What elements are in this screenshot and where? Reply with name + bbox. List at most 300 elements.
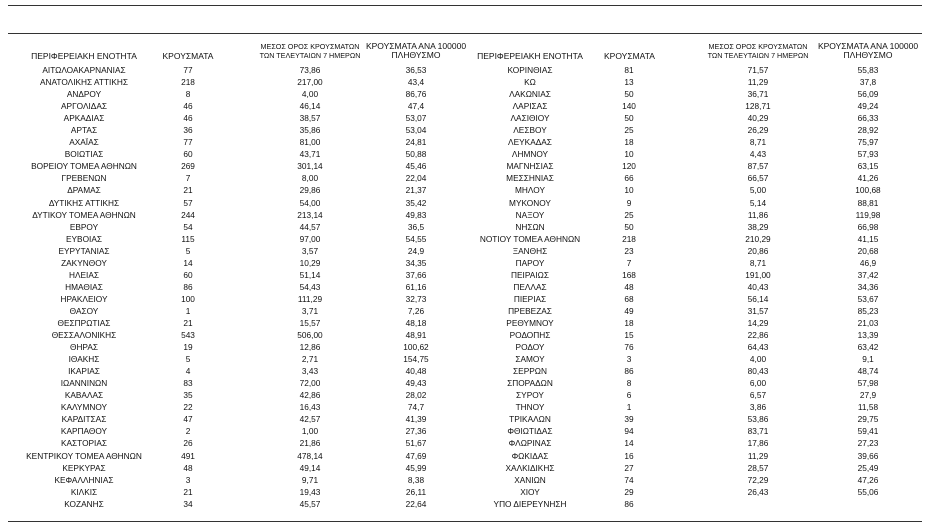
left-region-cell: ΕΥΒΟΙΑΣ bbox=[65, 233, 103, 244]
right-avg-cell: 71,57 bbox=[747, 65, 769, 75]
left-avg-cell: 72,00 bbox=[299, 378, 321, 389]
right-avg-cell: 17,86 bbox=[747, 438, 769, 449]
left-avg-cell: 38,57 bbox=[299, 113, 321, 124]
right-region-cell: ΣΥΡΟΥ bbox=[516, 390, 544, 401]
left-per100k-cell: 7,26 bbox=[407, 305, 425, 316]
left-region-cell: ΚΑΒΑΛΑΣ bbox=[64, 390, 104, 401]
left-avg-cell: 35,86 bbox=[299, 125, 321, 136]
right-avg-cell: 5,00 bbox=[749, 185, 767, 196]
table-row bbox=[0, 365, 930, 377]
left-per100k-cell: 36,53 bbox=[405, 65, 427, 75]
right-avg-cell: 11,29 bbox=[747, 450, 769, 461]
right-cases-cell: 50 bbox=[624, 113, 634, 124]
right-region-cell: ΦΛΩΡΙΝΑΣ bbox=[508, 438, 552, 449]
left-avg-cell: 3,71 bbox=[301, 305, 319, 316]
right-avg-cell: 128,71 bbox=[745, 101, 771, 112]
right-avg-cell: 83,71 bbox=[747, 426, 769, 437]
right-per100k-cell: 119,98 bbox=[855, 209, 881, 220]
left-avg-cell: 46,14 bbox=[299, 101, 321, 112]
left-cases-cell: 26 bbox=[183, 438, 193, 449]
table-body bbox=[0, 64, 930, 510]
left-avg-cell: 15,57 bbox=[299, 317, 321, 328]
left-per100k-cell: 154,75 bbox=[403, 354, 429, 365]
right-avg-cell: 56,14 bbox=[747, 293, 769, 304]
table-row bbox=[0, 136, 930, 148]
right-avg-cell: 80,43 bbox=[747, 366, 769, 377]
left-per100k-cell: 74,7 bbox=[407, 402, 425, 413]
right-region-cell: ΚΟΡΙΝΘΙΑΣ bbox=[507, 65, 553, 75]
header-avg-right bbox=[694, 42, 822, 60]
right-per100k-cell: 37,8 bbox=[859, 77, 877, 88]
right-avg-cell: 87,57 bbox=[747, 161, 769, 172]
left-region-cell: ΘΑΣΟΥ bbox=[69, 305, 99, 316]
right-per100k-cell: 53,67 bbox=[857, 293, 879, 304]
left-cases-cell: 46 bbox=[183, 101, 193, 112]
right-avg-cell: 14,29 bbox=[747, 317, 769, 328]
left-region-cell: ΑΡΚΑΔΙΑΣ bbox=[63, 113, 105, 124]
left-region-cell: ΕΒΡΟΥ bbox=[69, 221, 99, 232]
left-cases-cell: 46 bbox=[183, 113, 193, 124]
left-cases-cell: 7 bbox=[185, 173, 191, 184]
left-per100k-cell: 45,99 bbox=[405, 462, 427, 473]
left-per100k-cell: 47,69 bbox=[405, 450, 427, 461]
right-cases-cell: 120 bbox=[622, 161, 636, 172]
right-cases-cell: 9 bbox=[626, 197, 632, 208]
left-cases-cell: 21 bbox=[183, 317, 193, 328]
right-region-cell: ΤΗΝΟΥ bbox=[515, 402, 545, 413]
table-row bbox=[0, 353, 930, 365]
left-cases-cell: 22 bbox=[183, 402, 193, 413]
right-cases-cell: 25 bbox=[624, 209, 634, 220]
table-row bbox=[0, 281, 930, 293]
table-row bbox=[0, 401, 930, 413]
table-row bbox=[0, 160, 930, 172]
left-cases-cell: 77 bbox=[183, 65, 193, 75]
right-per100k-cell: 57,93 bbox=[857, 149, 879, 160]
left-cases-cell: 34 bbox=[183, 498, 193, 509]
right-per100k-cell: 9,1 bbox=[862, 354, 874, 365]
right-per100k-cell: 75,97 bbox=[857, 137, 879, 148]
right-avg-cell: 4,00 bbox=[749, 354, 767, 365]
right-region-cell: ΧΑΛΚΙΔΙΚΗΣ bbox=[505, 462, 555, 473]
left-per100k-cell: 45,46 bbox=[405, 161, 427, 172]
table-row bbox=[0, 486, 930, 498]
table-row bbox=[0, 389, 930, 401]
right-per100k-cell: 57,98 bbox=[857, 378, 879, 389]
right-avg-cell: 26,43 bbox=[747, 486, 769, 497]
table-row bbox=[0, 197, 930, 209]
right-avg-cell: 3,86 bbox=[749, 402, 767, 413]
right-cases-cell: 94 bbox=[624, 426, 634, 437]
table-row bbox=[0, 317, 930, 329]
right-region-cell: ΧΑΝΙΩΝ bbox=[514, 474, 546, 485]
right-region-cell: ΛΕΥΚΑΔΑΣ bbox=[508, 137, 552, 148]
right-cases-cell: 218 bbox=[622, 233, 636, 244]
left-avg-cell: 506,00 bbox=[297, 330, 323, 341]
left-cases-cell: 4 bbox=[185, 366, 191, 377]
left-per100k-cell: 24,81 bbox=[405, 137, 427, 148]
right-per100k-cell: 25,49 bbox=[857, 462, 879, 473]
right-cases-cell: 7 bbox=[626, 257, 632, 268]
left-region-cell: ΘΕΣΠΡΩΤΙΑΣ bbox=[57, 317, 111, 328]
left-cases-cell: 5 bbox=[185, 354, 191, 365]
left-cases-cell: 54 bbox=[183, 221, 193, 232]
left-region-cell: ΚΙΛΚΙΣ bbox=[70, 486, 98, 497]
right-cases-cell: 140 bbox=[622, 101, 636, 112]
right-region-cell: ΚΩ bbox=[524, 77, 536, 88]
right-avg-cell: 210,29 bbox=[745, 233, 771, 244]
header-per-line1: ΚΡΟΥΣΜΑΤΑ ΑΝΑ 100000 bbox=[817, 41, 919, 51]
right-per100k-cell: 21,03 bbox=[857, 317, 879, 328]
right-cases-cell: 10 bbox=[624, 185, 634, 196]
header-per-line2: ΠΛΗΘΥΣΜΟ bbox=[843, 50, 893, 60]
right-per100k-cell: 88,81 bbox=[857, 197, 879, 208]
right-avg-cell: 5,14 bbox=[749, 197, 767, 208]
right-per100k-cell: 48,74 bbox=[857, 366, 879, 377]
left-region-cell: ΙΚΑΡΙΑΣ bbox=[68, 366, 100, 377]
right-avg-cell: 20,86 bbox=[747, 245, 769, 256]
table-row bbox=[0, 233, 930, 245]
left-cases-cell: 21 bbox=[183, 486, 193, 497]
left-per100k-cell: 37,66 bbox=[405, 269, 427, 280]
right-cases-cell: 76 bbox=[624, 342, 634, 353]
right-per100k-cell: 27,23 bbox=[857, 438, 879, 449]
right-region-cell: ΛΑΚΩΝΙΑΣ bbox=[509, 89, 551, 100]
table-row bbox=[0, 100, 930, 112]
left-per100k-cell: 51,67 bbox=[405, 438, 427, 449]
left-per100k-cell: 61,16 bbox=[405, 281, 427, 292]
right-cases-cell: 27 bbox=[624, 462, 634, 473]
header-cases-left: ΚΡΟΥΣΜΑΤΑ bbox=[162, 51, 214, 61]
right-region-cell: ΝΗΣΩΝ bbox=[515, 221, 545, 232]
left-avg-cell: 54,00 bbox=[299, 197, 321, 208]
right-region-cell: ΝΟΤΙΟΥ ΤΟΜΕΑ ΑΘΗΝΩΝ bbox=[479, 233, 581, 244]
table-row bbox=[0, 377, 930, 389]
right-region-cell: ΜΑΓΝΗΣΙΑΣ bbox=[506, 161, 554, 172]
table-row bbox=[0, 172, 930, 184]
right-cases-cell: 23 bbox=[624, 245, 634, 256]
left-region-cell: ΖΑΚΥΝΘΟΥ bbox=[61, 257, 107, 268]
left-region-cell: ΙΩΑΝΝΙΝΩΝ bbox=[60, 378, 108, 389]
left-avg-cell: 42,57 bbox=[299, 414, 321, 425]
left-region-cell: ΘΕΣΣΑΛΟΝΙΚΗΣ bbox=[51, 330, 117, 341]
left-per100k-cell: 53,04 bbox=[405, 125, 427, 136]
left-per100k-cell: 34,35 bbox=[405, 257, 427, 268]
left-cases-cell: 1 bbox=[185, 305, 191, 316]
right-avg-cell: 22,86 bbox=[747, 330, 769, 341]
table-row bbox=[0, 88, 930, 100]
left-cases-cell: 21 bbox=[183, 185, 193, 196]
right-per100k-cell: 34,36 bbox=[857, 281, 879, 292]
right-region-cell: ΣΠΟΡΑΔΩΝ bbox=[507, 378, 553, 389]
right-cases-cell: 86 bbox=[624, 498, 634, 509]
left-region-cell: ΒΟΙΩΤΙΑΣ bbox=[64, 149, 104, 160]
right-cases-cell: 3 bbox=[626, 354, 632, 365]
right-cases-cell: 50 bbox=[624, 221, 634, 232]
left-cases-cell: 244 bbox=[181, 209, 195, 220]
left-cases-cell: 48 bbox=[183, 462, 193, 473]
header-per-line2: ΠΛΗΘΥΣΜΟ bbox=[391, 50, 441, 60]
left-region-cell: ΑΝΔΡΟΥ bbox=[66, 89, 102, 100]
left-region-cell: ΒΟΡΕΙΟΥ ΤΟΜΕΑ ΑΘΗΝΩΝ bbox=[31, 161, 137, 172]
left-region-cell: ΙΘΑΚΗΣ bbox=[68, 354, 100, 365]
right-region-cell: ΛΕΣΒΟΥ bbox=[513, 125, 547, 136]
right-per100k-cell: 20,68 bbox=[857, 245, 879, 256]
right-cases-cell: 18 bbox=[624, 317, 634, 328]
left-region-cell: ΚΟΖΑΝΗΣ bbox=[64, 498, 104, 509]
left-cases-cell: 36 bbox=[183, 125, 193, 136]
right-avg-cell: 191,00 bbox=[745, 269, 771, 280]
table-row bbox=[0, 305, 930, 317]
right-cases-cell: 16 bbox=[624, 450, 634, 461]
left-cases-cell: 77 bbox=[183, 137, 193, 148]
left-cases-cell: 14 bbox=[183, 257, 193, 268]
right-per100k-cell: 55,06 bbox=[857, 486, 879, 497]
table-row bbox=[0, 245, 930, 257]
left-per100k-cell: 48,18 bbox=[405, 317, 427, 328]
left-cases-cell: 86 bbox=[183, 281, 193, 292]
table-row bbox=[0, 209, 930, 221]
header-region-right: ΠΕΡΙΦΕΡΕΙΑΚΗ ΕΝΟΤΗΤΑ bbox=[477, 51, 583, 61]
right-avg-cell: 31,57 bbox=[747, 305, 769, 316]
left-cases-cell: 3 bbox=[185, 474, 191, 485]
left-avg-cell: 8,00 bbox=[301, 173, 319, 184]
table-row bbox=[0, 269, 930, 281]
left-region-cell: ΕΥΡΥΤΑΝΙΑΣ bbox=[58, 245, 110, 256]
right-avg-cell: 6,00 bbox=[749, 378, 767, 389]
left-per100k-cell: 24,9 bbox=[407, 245, 425, 256]
right-region-cell: ΠΙΕΡΙΑΣ bbox=[513, 293, 547, 304]
left-per100k-cell: 28,02 bbox=[405, 390, 427, 401]
left-per100k-cell: 41,39 bbox=[405, 414, 427, 425]
right-per100k-cell: 27,9 bbox=[859, 390, 877, 401]
right-per100k-cell: 41,26 bbox=[857, 173, 879, 184]
right-per100k-cell: 66,98 bbox=[857, 221, 879, 232]
left-per100k-cell: 49,43 bbox=[405, 378, 427, 389]
bottom-rule bbox=[8, 521, 922, 522]
left-region-cell: ΗΛΕΙΑΣ bbox=[68, 269, 100, 280]
right-region-cell: ΞΑΝΘΗΣ bbox=[512, 245, 548, 256]
left-per100k-cell: 47,4 bbox=[407, 101, 425, 112]
header-region-left: ΠΕΡΙΦΕΡΕΙΑΚΗ ΕΝΟΤΗΤΑ bbox=[31, 51, 137, 61]
left-avg-cell: 21,86 bbox=[299, 438, 321, 449]
left-avg-cell: 97,00 bbox=[299, 233, 321, 244]
left-per100k-cell: 36,5 bbox=[407, 221, 425, 232]
left-cases-cell: 491 bbox=[181, 450, 195, 461]
right-region-cell: ΡΕΘΥΜΝΟΥ bbox=[506, 317, 554, 328]
left-cases-cell: 19 bbox=[183, 342, 193, 353]
left-avg-cell: 44,57 bbox=[299, 221, 321, 232]
right-cases-cell: 81 bbox=[624, 65, 634, 75]
table-row bbox=[0, 329, 930, 341]
right-region-cell: ΠΑΡΟΥ bbox=[515, 257, 545, 268]
right-cases-cell: 39 bbox=[624, 414, 634, 425]
left-per100k-cell: 100,62 bbox=[403, 342, 429, 353]
left-cases-cell: 83 bbox=[183, 378, 193, 389]
right-avg-cell: 11,29 bbox=[747, 77, 769, 88]
left-avg-cell: 49,14 bbox=[299, 462, 321, 473]
right-region-cell: ΠΕΙΡΑΙΩΣ bbox=[511, 269, 549, 280]
left-region-cell: ΚΕΡΚΥΡΑΣ bbox=[62, 462, 106, 473]
left-cases-cell: 269 bbox=[181, 161, 195, 172]
right-region-cell: ΧΙΟΥ bbox=[520, 486, 540, 497]
left-per100k-cell: 48,91 bbox=[405, 330, 427, 341]
left-avg-cell: 81,00 bbox=[299, 137, 321, 148]
left-avg-cell: 213,14 bbox=[297, 209, 323, 220]
header-per100k-left bbox=[360, 42, 472, 60]
right-per100k-cell: 41,15 bbox=[857, 233, 879, 244]
right-avg-cell: 28,57 bbox=[747, 462, 769, 473]
left-cases-cell: 100 bbox=[181, 293, 195, 304]
header-avg-line1: ΜΕΣΟΣ ΟΡΟΣ ΚΡΟΥΣΜΑΤΩΝ bbox=[708, 42, 808, 51]
right-cases-cell: 68 bbox=[624, 293, 634, 304]
left-region-cell: ΗΡΑΚΛΕΙΟΥ bbox=[60, 293, 108, 304]
right-per100k-cell: 56,09 bbox=[857, 89, 879, 100]
left-avg-cell: 3,57 bbox=[301, 245, 319, 256]
right-cases-cell: 49 bbox=[624, 305, 634, 316]
right-cases-cell: 50 bbox=[624, 89, 634, 100]
right-avg-cell: 11,86 bbox=[747, 209, 769, 220]
right-per100k-cell: 63,42 bbox=[857, 342, 879, 353]
right-avg-cell: 8,71 bbox=[749, 257, 767, 268]
right-region-cell: ΛΗΜΝΟΥ bbox=[511, 149, 549, 160]
right-per100k-cell: 37,42 bbox=[857, 269, 879, 280]
right-cases-cell: 168 bbox=[622, 269, 636, 280]
left-avg-cell: 29,86 bbox=[299, 185, 321, 196]
left-avg-cell: 4,00 bbox=[301, 89, 319, 100]
left-cases-cell: 218 bbox=[181, 77, 195, 88]
right-region-cell: ΥΠΟ ΔΙΕΡΕΥΝΗΣΗ bbox=[493, 498, 567, 509]
right-region-cell: ΦΘΙΩΤΙΔΑΣ bbox=[507, 426, 553, 437]
left-per100k-cell: 54,55 bbox=[405, 233, 427, 244]
header-per-line1: ΚΡΟΥΣΜΑΤΑ ΑΝΑ 100000 bbox=[365, 41, 467, 51]
table-row bbox=[0, 425, 930, 437]
table-row bbox=[0, 76, 930, 88]
right-region-cell: ΜΕΣΣΗΝΙΑΣ bbox=[506, 173, 554, 184]
table-row bbox=[0, 462, 930, 474]
right-region-cell: ΦΩΚΙΔΑΣ bbox=[511, 450, 549, 461]
right-per100k-cell: 66,33 bbox=[857, 113, 879, 124]
left-region-cell: ΔΥΤΙΚΟΥ ΤΟΜΕΑ ΑΘΗΝΩΝ bbox=[32, 209, 136, 220]
right-cases-cell: 66 bbox=[624, 173, 634, 184]
right-avg-cell: 8,71 bbox=[749, 137, 767, 148]
table-row bbox=[0, 450, 930, 462]
right-region-cell: ΡΟΔΟΠΗΣ bbox=[509, 330, 551, 341]
right-avg-cell: 40,29 bbox=[747, 113, 769, 124]
left-per100k-cell: 26,11 bbox=[405, 486, 427, 497]
left-per100k-cell: 22,64 bbox=[405, 498, 427, 509]
left-per100k-cell: 49,83 bbox=[405, 209, 427, 220]
header-cases-right: ΚΡΟΥΣΜΑΤΑ bbox=[604, 51, 655, 61]
left-avg-cell: 217,00 bbox=[297, 77, 323, 88]
right-region-cell: ΠΕΛΛΑΣ bbox=[513, 281, 547, 292]
left-region-cell: ΚΕΦΑΛΛΗΝΙΑΣ bbox=[54, 474, 114, 485]
left-avg-cell: 42,86 bbox=[299, 390, 321, 401]
right-per100k-cell: 13,39 bbox=[857, 330, 879, 341]
right-region-cell: ΛΑΣΙΘΙΟΥ bbox=[510, 113, 550, 124]
right-avg-cell: 72,29 bbox=[747, 474, 769, 485]
left-avg-cell: 12,86 bbox=[299, 342, 321, 353]
right-avg-cell: 6,57 bbox=[749, 390, 767, 401]
left-cases-cell: 8 bbox=[185, 89, 191, 100]
left-avg-cell: 1,00 bbox=[301, 426, 319, 437]
left-region-cell: ΑΡΓΟΛΙΔΑΣ bbox=[61, 101, 107, 112]
left-avg-cell: 478,14 bbox=[297, 450, 323, 461]
right-avg-cell: 64,43 bbox=[747, 342, 769, 353]
header-avg-line2: ΤΩΝ ΤΕΛΕΥΤΑΙΩΝ 7 ΗΜΕΡΩΝ bbox=[259, 51, 361, 60]
left-avg-cell: 301,14 bbox=[297, 161, 323, 172]
table-row bbox=[0, 221, 930, 233]
left-region-cell: ΑΝΑΤΟΛΙΚΗΣ ΑΤΤΙΚΗΣ bbox=[39, 77, 129, 88]
table-row bbox=[0, 124, 930, 136]
right-avg-cell: 66,57 bbox=[747, 173, 769, 184]
right-cases-cell: 15 bbox=[624, 330, 634, 341]
left-avg-cell: 10,29 bbox=[299, 257, 321, 268]
left-avg-cell: 2,71 bbox=[301, 354, 319, 365]
left-cases-cell: 60 bbox=[183, 149, 193, 160]
left-avg-cell: 45,57 bbox=[299, 498, 321, 509]
right-per100k-cell: 100,68 bbox=[855, 185, 881, 196]
left-cases-cell: 47 bbox=[183, 414, 193, 425]
left-cases-cell: 35 bbox=[183, 390, 193, 401]
right-per100k-cell: 49,24 bbox=[857, 101, 879, 112]
right-avg-cell: 26,29 bbox=[747, 125, 769, 136]
top-rule bbox=[8, 5, 922, 6]
right-region-cell: ΠΡΕΒΕΖΑΣ bbox=[508, 305, 552, 316]
right-per100k-cell: 29,75 bbox=[857, 414, 879, 425]
left-cases-cell: 543 bbox=[181, 330, 195, 341]
right-region-cell: ΜΥΚΟΝΟΥ bbox=[509, 197, 551, 208]
left-per100k-cell: 22,04 bbox=[405, 173, 427, 184]
left-per100k-cell: 40,48 bbox=[405, 366, 427, 377]
right-region-cell: ΤΡΙΚΑΛΩΝ bbox=[509, 414, 551, 425]
left-region-cell: ΔΥΤΙΚΗΣ ΑΤΤΙΚΗΣ bbox=[48, 197, 120, 208]
right-region-cell: ΣΑΜΟΥ bbox=[515, 354, 545, 365]
right-region-cell: ΛΑΡΙΣΑΣ bbox=[512, 101, 548, 112]
right-cases-cell: 48 bbox=[624, 281, 634, 292]
right-avg-cell: 4,43 bbox=[749, 149, 767, 160]
left-per100k-cell: 27,36 bbox=[405, 426, 427, 437]
left-region-cell: ΚΑΛΥΜΝΟΥ bbox=[60, 402, 108, 413]
left-cases-cell: 60 bbox=[183, 269, 193, 280]
right-cases-cell: 10 bbox=[624, 149, 634, 160]
table-row bbox=[0, 112, 930, 124]
right-cases-cell: 13 bbox=[624, 77, 634, 88]
left-region-cell: ΑΡΤΑΣ bbox=[70, 125, 98, 136]
left-per100k-cell: 43,4 bbox=[407, 77, 425, 88]
right-per100k-cell: 28,92 bbox=[857, 125, 879, 136]
right-cases-cell: 1 bbox=[626, 402, 632, 413]
header-avg-line1: ΜΕΣΟΣ ΟΡΟΣ ΚΡΟΥΣΜΑΤΩΝ bbox=[260, 42, 360, 51]
right-cases-cell: 8 bbox=[626, 378, 632, 389]
right-per100k-cell: 47,26 bbox=[857, 474, 879, 485]
right-region-cell: ΣΕΡΡΩΝ bbox=[513, 366, 547, 377]
right-per100k-cell: 59,41 bbox=[857, 426, 879, 437]
table-row bbox=[0, 413, 930, 425]
right-cases-cell: 6 bbox=[626, 390, 632, 401]
left-avg-cell: 54,43 bbox=[299, 281, 321, 292]
table-row bbox=[0, 293, 930, 305]
right-cases-cell: 74 bbox=[624, 474, 634, 485]
left-avg-cell: 43,71 bbox=[299, 149, 321, 160]
right-region-cell: ΜΗΛΟΥ bbox=[515, 185, 545, 196]
left-region-cell: ΚΑΡΠΑΘΟΥ bbox=[60, 426, 108, 437]
left-per100k-cell: 8,38 bbox=[407, 474, 425, 485]
left-region-cell: ΔΡΑΜΑΣ bbox=[67, 185, 101, 196]
left-cases-cell: 5 bbox=[185, 245, 191, 256]
table-row bbox=[0, 498, 930, 510]
left-per100k-cell: 21,37 bbox=[405, 185, 427, 196]
